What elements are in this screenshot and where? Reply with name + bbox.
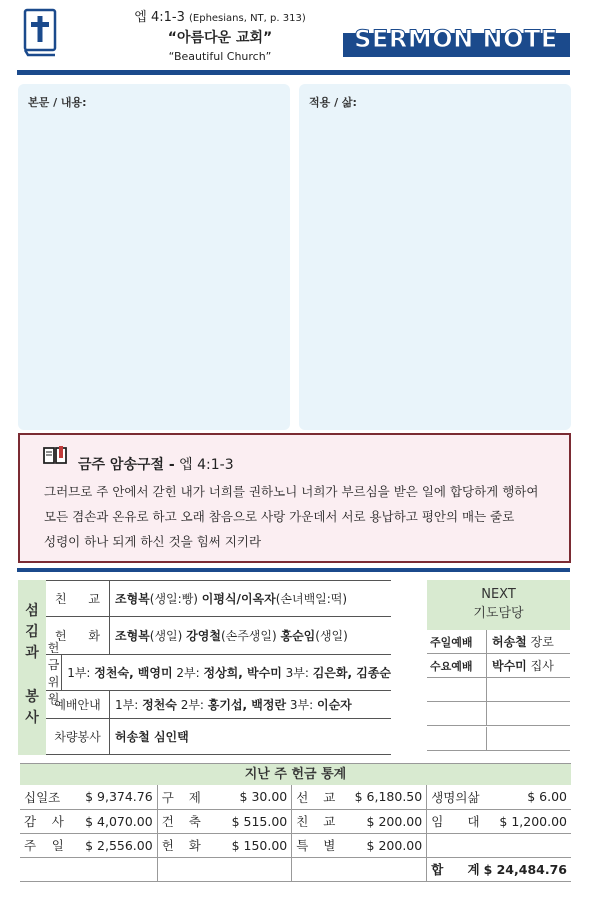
offering-category: 구 제	[157, 785, 205, 809]
offering-amount: $ 200.00	[339, 833, 426, 857]
service-type	[427, 678, 487, 701]
offering-category: 생명의삶	[427, 785, 484, 809]
offering-amount: $ 150.00	[205, 833, 292, 857]
empty-cell	[157, 857, 205, 881]
offering-category	[427, 833, 484, 857]
assignee-note: (손녀백일:떡)	[275, 592, 348, 606]
prayer-leader	[487, 633, 554, 650]
prayer-leader-name: 허송철	[492, 635, 527, 649]
assignee-name: 이평식/이옥자	[201, 592, 276, 606]
offering-amount: $ 6,180.50	[339, 785, 426, 809]
assignee-name: 홍기섭, 백정란	[207, 698, 287, 712]
next-prayer-row	[427, 630, 570, 654]
offering-total-row	[20, 857, 571, 881]
memory-verse-line: 모든 겸손과 온유로 하고 오래 참음으로 사랑 가운데서 서로 용납하고 평안의 매는 줄로	[44, 509, 515, 524]
offering-amount: $ 9,374.76	[68, 785, 157, 809]
scripture-source: (Ephesians, NT, p. 313)	[189, 13, 306, 24]
service-role-label: 헌 화	[46, 617, 110, 654]
empty-cell	[205, 857, 292, 881]
content-notes-panel[interactable]	[18, 84, 290, 430]
empty-cell	[339, 857, 426, 881]
service-row	[46, 691, 391, 719]
assignee-name: 강영철	[186, 629, 221, 643]
assignee-note: (생일:빵)	[149, 592, 202, 606]
service-row	[46, 617, 391, 655]
sermon-note-badge	[343, 25, 570, 57]
service-type: 주일예배	[427, 630, 487, 653]
offering-amount: $ 2,556.00	[68, 833, 157, 857]
memory-verse-heading: 금주 암송구절 -	[78, 457, 175, 473]
scripture-ref: 엡 4:1-3	[134, 10, 185, 25]
assignee-note: 3부:	[281, 666, 313, 680]
next-prayer-header	[427, 580, 570, 630]
empty-cell	[68, 857, 157, 881]
offering-category: 헌 화	[157, 833, 205, 857]
offering-amount: $ 30.00	[205, 785, 292, 809]
service-side-label	[18, 580, 46, 755]
application-notes-label: 적용 / 삶:	[309, 96, 357, 109]
offering-row	[20, 833, 571, 857]
offering-total-amount: $ 24,484.76	[484, 857, 571, 881]
service-assignees	[110, 590, 347, 607]
offering-row	[20, 785, 571, 809]
offering-amount: $ 4,070.00	[68, 809, 157, 833]
service-assignees	[62, 664, 391, 681]
prayer-leader-title: 집사	[526, 659, 554, 673]
memory-verse-line: 그러므로 주 안에서 갇힌 내가 너희를 권하노니 너희가 부르심을 받은 일에 합당하게 행하여	[44, 484, 539, 499]
next-prayer-title: NEXT	[481, 587, 516, 602]
header-divider	[17, 70, 570, 75]
memory-verse-ref: 엡 4:1-3	[179, 457, 234, 473]
assignee-note: 2부:	[172, 666, 204, 680]
assignee-note: (생일)	[149, 629, 187, 643]
offering-category: 주 일	[20, 833, 68, 857]
service-row	[46, 581, 391, 617]
service-role-label: 차량봉사	[46, 719, 110, 754]
assignee-note: 1부:	[115, 698, 143, 712]
offering-category: 십일조	[20, 785, 68, 809]
offering-category: 특 별	[292, 833, 340, 857]
side-char: 김	[25, 624, 39, 640]
offering-amount: $ 1,200.00	[484, 809, 571, 833]
offering-amount: $ 200.00	[339, 809, 426, 833]
service-assignees	[110, 728, 189, 745]
assignee-name: 이순자	[316, 698, 352, 712]
service-row	[46, 719, 391, 755]
sermon-subtitle: “Beautiful Church”	[168, 50, 272, 63]
empty-cell	[20, 857, 68, 881]
service-type	[427, 702, 487, 725]
assignee-name: 조형복	[115, 629, 150, 643]
offering-category: 감 사	[20, 809, 68, 833]
offering-category: 임 대	[427, 809, 484, 833]
sermon-title: “아름다운 교회”	[167, 30, 273, 46]
side-char: 섬	[25, 603, 39, 619]
assignee-note: 1부:	[67, 666, 95, 680]
service-assignees	[110, 696, 352, 713]
offering-total-label: 합 계	[427, 857, 484, 881]
next-prayer-row	[427, 678, 570, 702]
assignee-note: (생일)	[315, 629, 348, 643]
service-type	[427, 727, 487, 750]
offering-category: 선 교	[292, 785, 340, 809]
side-char: 과	[25, 645, 39, 661]
assignee-name: 정천숙	[142, 698, 177, 712]
service-role-label: 헌금위원	[46, 655, 62, 690]
service-type: 수요예배	[427, 654, 487, 677]
offering-category: 건 축	[157, 809, 205, 833]
offering-amount: $ 515.00	[205, 809, 292, 833]
side-char: 봉	[25, 689, 39, 705]
content-notes-label: 본문 / 내용:	[28, 96, 87, 109]
next-prayer-row	[427, 702, 570, 726]
offering-category: 친 교	[292, 809, 340, 833]
scripture-reference	[100, 6, 340, 25]
assignee-name: 정상희, 박수미	[203, 666, 282, 680]
memory-verse-title	[78, 454, 234, 474]
service-role-label: 친 교	[46, 581, 110, 616]
bible-cross-icon	[20, 6, 60, 58]
assignee-name: 조형복	[115, 592, 150, 606]
prayer-leader	[487, 657, 554, 674]
memory-verse-line: 성령이 하나 되게 하신 것을 힘써 지키라	[44, 534, 262, 549]
offering-row	[20, 809, 571, 833]
prayer-leader-name: 박수미	[492, 659, 527, 673]
section-divider	[17, 568, 570, 572]
assignee-note: (손주생일)	[220, 629, 281, 643]
assignee-note: 3부:	[286, 698, 317, 712]
prayer-leader-title: 장로	[526, 635, 554, 649]
next-prayer-subtitle: 기도담당	[473, 606, 524, 621]
memory-verse-box	[18, 433, 571, 563]
next-prayer-row	[427, 654, 570, 678]
service-role-label: 예배안내	[46, 691, 110, 718]
assignee-name: 홍순임	[280, 629, 316, 643]
offering-amount: $ 6.00	[484, 785, 571, 809]
sermon-note-text: SERMON NOTE	[354, 25, 558, 53]
assignee-name: 정천숙, 백영미	[94, 666, 173, 680]
memory-verse-text	[44, 479, 564, 554]
assignee-note: 2부:	[176, 698, 208, 712]
offering-amount	[484, 833, 571, 857]
offering-stats-title: 지난 주 헌금 통계	[20, 763, 571, 785]
open-book-icon	[42, 445, 68, 465]
empty-cell	[292, 857, 340, 881]
next-prayer-row	[427, 727, 570, 751]
application-notes-panel[interactable]	[299, 84, 571, 430]
side-char: 사	[25, 710, 39, 726]
assignee-name: 김은화, 김종순	[312, 666, 391, 680]
offering-stats-table	[20, 785, 571, 882]
service-assignees	[110, 627, 348, 644]
assignee-name: 허송철 심인택	[115, 730, 189, 744]
